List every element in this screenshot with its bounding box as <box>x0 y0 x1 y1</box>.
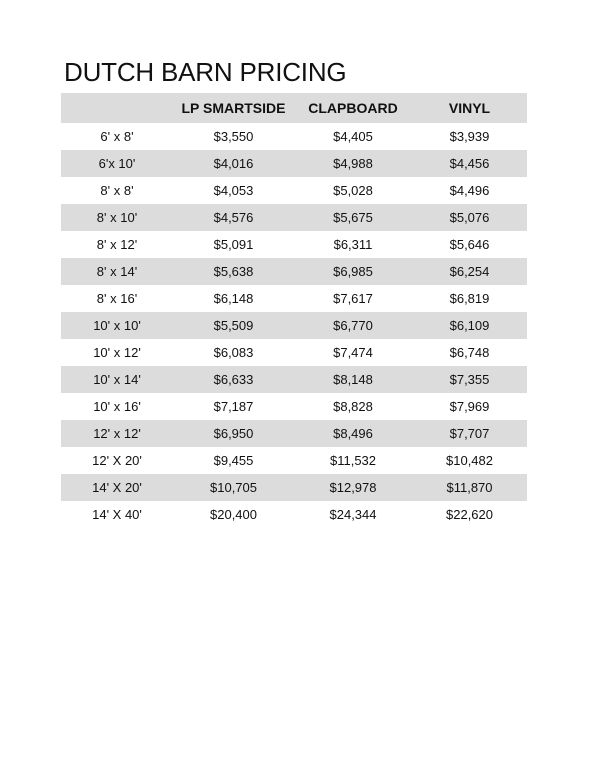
vinyl-price: $4,456 <box>412 150 527 177</box>
table-row <box>61 393 527 420</box>
header-clapboard: CLAPBOARD <box>294 93 412 123</box>
table-row <box>61 366 527 393</box>
size-cell: 12' x 12' <box>61 420 173 447</box>
lp-smartside-price: $4,016 <box>173 150 294 177</box>
vinyl-price: $3,939 <box>412 123 527 150</box>
table-row <box>61 474 527 501</box>
clapboard-price: $6,770 <box>294 312 412 339</box>
clapboard-price: $11,532 <box>294 447 412 474</box>
clapboard-price: $5,028 <box>294 177 412 204</box>
header-lp-smartside: LP SMARTSIDE <box>173 93 294 123</box>
table-row <box>61 258 527 285</box>
size-cell: 14' X 40' <box>61 501 173 528</box>
clapboard-price: $4,988 <box>294 150 412 177</box>
header-vinyl: VINYL <box>412 93 527 123</box>
size-cell: 6' x 8' <box>61 123 173 150</box>
size-cell: 8' x 16' <box>61 285 173 312</box>
lp-smartside-price: $6,950 <box>173 420 294 447</box>
lp-smartside-price: $5,509 <box>173 312 294 339</box>
lp-smartside-price: $20,400 <box>173 501 294 528</box>
clapboard-price: $6,311 <box>294 231 412 258</box>
clapboard-price: $7,474 <box>294 339 412 366</box>
table-row <box>61 285 527 312</box>
lp-smartside-price: $6,083 <box>173 339 294 366</box>
vinyl-price: $5,076 <box>412 204 527 231</box>
lp-smartside-price: $6,148 <box>173 285 294 312</box>
lp-smartside-price: $6,633 <box>173 366 294 393</box>
lp-smartside-price: $4,576 <box>173 204 294 231</box>
vinyl-price: $6,109 <box>412 312 527 339</box>
table-row <box>61 150 527 177</box>
vinyl-price: $7,355 <box>412 366 527 393</box>
header-size <box>61 93 173 123</box>
lp-smartside-price: $7,187 <box>173 393 294 420</box>
table-row <box>61 447 527 474</box>
clapboard-price: $8,496 <box>294 420 412 447</box>
lp-smartside-price: $10,705 <box>173 474 294 501</box>
lp-smartside-price: $9,455 <box>173 447 294 474</box>
vinyl-price: $7,969 <box>412 393 527 420</box>
clapboard-price: $24,344 <box>294 501 412 528</box>
size-cell: 12' X 20' <box>61 447 173 474</box>
vinyl-price: $6,819 <box>412 285 527 312</box>
table-row <box>61 420 527 447</box>
clapboard-price: $7,617 <box>294 285 412 312</box>
size-cell: 10' x 14' <box>61 366 173 393</box>
page-title: DUTCH BARN PRICING <box>64 57 347 87</box>
vinyl-price: $5,646 <box>412 231 527 258</box>
vinyl-price: $6,254 <box>412 258 527 285</box>
lp-smartside-price: $3,550 <box>173 123 294 150</box>
table-row <box>61 177 527 204</box>
size-cell: 10' x 16' <box>61 393 173 420</box>
table-row <box>61 339 527 366</box>
lp-smartside-price: $5,091 <box>173 231 294 258</box>
vinyl-price: $10,482 <box>412 447 527 474</box>
vinyl-price: $6,748 <box>412 339 527 366</box>
size-cell: 6'x 10' <box>61 150 173 177</box>
table-row <box>61 231 527 258</box>
size-cell: 10' x 10' <box>61 312 173 339</box>
lp-smartside-price: $4,053 <box>173 177 294 204</box>
size-cell: 14' X 20' <box>61 474 173 501</box>
table-header-row <box>61 93 527 123</box>
vinyl-price: $7,707 <box>412 420 527 447</box>
table-row <box>61 501 527 528</box>
size-cell: 8' x 12' <box>61 231 173 258</box>
size-cell: 8' x 14' <box>61 258 173 285</box>
table-row <box>61 123 527 150</box>
clapboard-price: $8,148 <box>294 366 412 393</box>
table-row <box>61 204 527 231</box>
table-row <box>61 312 527 339</box>
lp-smartside-price: $5,638 <box>173 258 294 285</box>
vinyl-price: $4,496 <box>412 177 527 204</box>
size-cell: 10' x 12' <box>61 339 173 366</box>
size-cell: 8' x 8' <box>61 177 173 204</box>
clapboard-price: $6,985 <box>294 258 412 285</box>
clapboard-price: $8,828 <box>294 393 412 420</box>
clapboard-price: $12,978 <box>294 474 412 501</box>
pricing-table <box>61 93 527 528</box>
vinyl-price: $22,620 <box>412 501 527 528</box>
vinyl-price: $11,870 <box>412 474 527 501</box>
clapboard-price: $4,405 <box>294 123 412 150</box>
clapboard-price: $5,675 <box>294 204 412 231</box>
size-cell: 8' x 10' <box>61 204 173 231</box>
